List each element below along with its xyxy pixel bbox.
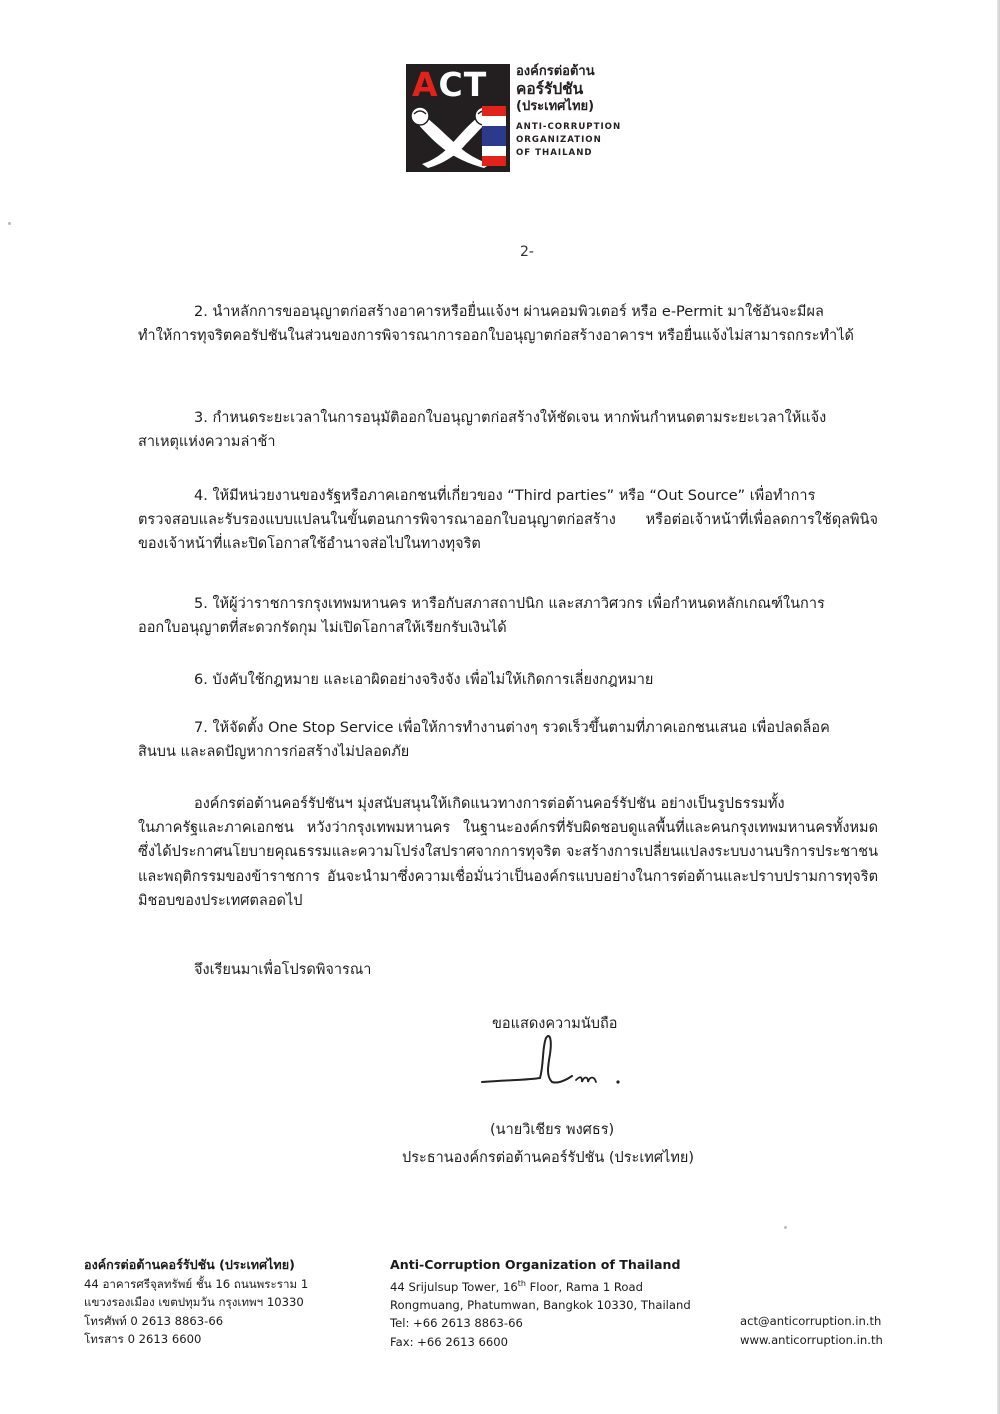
footer-english-org-name: Anti-Corruption Organization of Thailand xyxy=(390,1257,681,1272)
footer-english-fax: Fax: +66 2613 6600 xyxy=(390,1334,509,1349)
footer-english-address-line-2: Rongmuang, Phatumwan, Bangkok 10330, Thailand xyxy=(390,1297,691,1312)
footer-thai-phone: โทรศัพท์ 0 2613 8863-66 xyxy=(84,1313,224,1328)
logo-letters-ct: CT xyxy=(438,65,488,104)
logo-english xyxy=(516,121,622,160)
logo-letter-a: A xyxy=(412,65,439,104)
footer-address-superscript: th xyxy=(517,1278,526,1288)
paragraph-continuation: ออกใบอนุญาตที่สะดวกรัดกุม ไม่เปิดโอกาสให้เรียกรับเงินได้ xyxy=(138,620,507,637)
act-logo xyxy=(406,64,622,174)
handwritten-signature xyxy=(468,1030,638,1100)
logo-thai-line-1: องค์กรต่อต้าน xyxy=(516,64,595,79)
logo-english-line-3: OF THAILAND xyxy=(516,148,593,158)
paragraph-continuation: ตรวจสอบและรับรองแบบแปลนในขั้นตอนการพิจารณาออกใบอนุญาตก่อสร้าง หรือต่อเจ้าหน้าที่เพื่อลดการใช้ดุลพินิจของเจ้าหน้าที่และปิดโอกาสใช้อำนาจส่อไปในทางทุจริต xyxy=(138,512,878,553)
footer-website-link[interactable]: www.anticorruption.in.th xyxy=(740,1332,883,1347)
paragraph-first-line: 3. กำหนดระยะเวลาในการอนุมัติออกใบอนุญาตก่อสร้างให้ชัดเจน หากพ้นกำหนดตามระยะเวลาให้แจ้ง xyxy=(194,410,827,426)
thai-flag-icon xyxy=(482,106,506,166)
logo-letters xyxy=(412,65,488,104)
paragraph-first-line: จึงเรียนมาเพื่อโปรดพิจารณา xyxy=(194,962,372,978)
footer-contact xyxy=(740,1312,883,1349)
footer-thai-org-name: องค์กรต่อต้านคอร์รัปชัน (ประเทศไทย) xyxy=(84,1257,295,1272)
logo-mark xyxy=(406,64,510,172)
scan-speck xyxy=(8,222,11,225)
footer-thai-address-line-1: 44 อาคารศรีจุลทรัพย์ ชั้น 16 ถนนพระราม 1 xyxy=(84,1276,309,1291)
footer-english-address xyxy=(390,1256,691,1351)
signatory-name: (นายวิเชียร พงศธร) xyxy=(490,1122,615,1138)
footer-address-text: 44 Srijulsup Tower, 16 xyxy=(390,1279,518,1294)
paragraph-request xyxy=(138,958,878,982)
paragraph-item-5 xyxy=(138,592,878,640)
paragraph-continuation: สาเหตุแห่งความล่าช้า xyxy=(138,434,276,451)
paragraph-item-4 xyxy=(138,484,878,557)
closing-salutation: ขอแสดงความนับถือ xyxy=(492,1016,618,1032)
paragraph-continuation: ทำให้การทุจริตคอรัปชันในส่วนของการพิจารณาการออกใบอนุญาตก่อสร้างอาคารฯ หรือยื่นแจ้งไม่สามารถกระทำได้ xyxy=(138,328,854,345)
logo-wordmark xyxy=(516,64,622,160)
footer-email-link[interactable]: act@anticorruption.in.th xyxy=(740,1314,882,1328)
paragraph-first-line: 4. ให้มีหน่วยงานของรัฐหรือภาคเอกชนที่เกี่ยวของ “Third parties” หรือ “Out Source” เพื่อทำการ xyxy=(194,488,816,504)
paragraph-item-2 xyxy=(138,300,878,348)
scan-speck xyxy=(784,1226,787,1229)
paragraph-conclusion xyxy=(138,792,878,913)
paragraph-continuation: สินบน และลดปัญหาการก่อสร้างไม่ปลอดภัย xyxy=(138,744,410,761)
footer-thai-address-line-2: แขวงรองเมือง เขตปทุมวัน กรุงเทพฯ 10330 xyxy=(84,1295,304,1309)
paragraph-first-line: 5. ให้ผู้ว่าราชการกรุงเทพมหานคร หารือกับสภาสถาปนิก และสภาวิศวกร เพื่อกำหนดหลักเกณฑ์ในการ xyxy=(194,596,825,612)
logo-english-line-2: ORGANIZATION xyxy=(516,135,602,145)
footer-thai-address xyxy=(84,1256,308,1349)
signatory-position: ประธานองค์กรต่อต้านคอร์รัปชัน (ประเทศไทย) xyxy=(402,1150,695,1166)
paragraph-item-6 xyxy=(138,668,878,692)
page-number: 2- xyxy=(520,244,534,260)
footer-thai-fax: โทรสาร 0 2613 6600 xyxy=(84,1332,202,1346)
logo-english-line-1: ANTI-CORRUPTION xyxy=(516,122,622,132)
footer-english-phone: Tel: +66 2613 8863-66 xyxy=(390,1316,523,1331)
paragraph-item-3 xyxy=(138,406,878,454)
paragraph-first-line: 2. นำหลักการขออนุญาตก่อสร้างอาคารหรือยื่นแจ้งฯ ผ่านคอมพิวเตอร์ หรือ e-Permit มาใช้อันจะมีผล xyxy=(194,304,824,320)
paragraph-continuation: ในภาครัฐและภาคเอกชน หวังว่ากรุงเทพมหานคร ในฐานะองค์กรที่รับผิดชอบดูแลพื้นที่และคนกรุงเทพมหานครทั้งหมด ซึ่งได้ประกาศนโยบายคุณธรรมและความโปร่งใสปราศจากการทุจริต จะสร้างการเปลี่ยนแปลงระบบงานบริการประชาชนและพฤติกรรมของข้าราชการ อันจะนำมาซึ่งความเชื่อมั่นว่าเป็นองค์กรแบบอย่างในการต่อต้านและปราบปรามการทุจริตมิชอบของประเทศตลอดไป xyxy=(138,820,878,909)
logo-thai-line-2: คอร์รัปชัน xyxy=(516,80,584,98)
paragraph-first-line: 7. ให้จัดตั้ง One Stop Service เพื่อให้การทำงานต่างๆ รวดเร็วขึ้นตามที่ภาคเอกชนเสนอ เพื่อปลดล็อค xyxy=(194,720,830,736)
paragraph-first-line: องค์กรต่อต้านคอร์รัปชันฯ มุ่งสนับสนุนให้เกิดแนวทางการต่อต้านคอร์รัปชัน อย่างเป็นรูปธรรมทั้ง xyxy=(194,796,785,812)
logo-thai-line-3: (ประเทศไทย) xyxy=(516,99,595,114)
paragraph-item-7 xyxy=(138,716,878,764)
paragraph-first-line: 6. บังคับใช้กฎหมาย และเอาผิดอย่างจริงจัง เพื่อไม่ให้เกิดการเลี่ยงกฎหมาย xyxy=(194,672,654,688)
footer-address-text: Floor, Rama 1 Road xyxy=(525,1279,643,1294)
footer-english-address-line-1 xyxy=(390,1275,691,1296)
